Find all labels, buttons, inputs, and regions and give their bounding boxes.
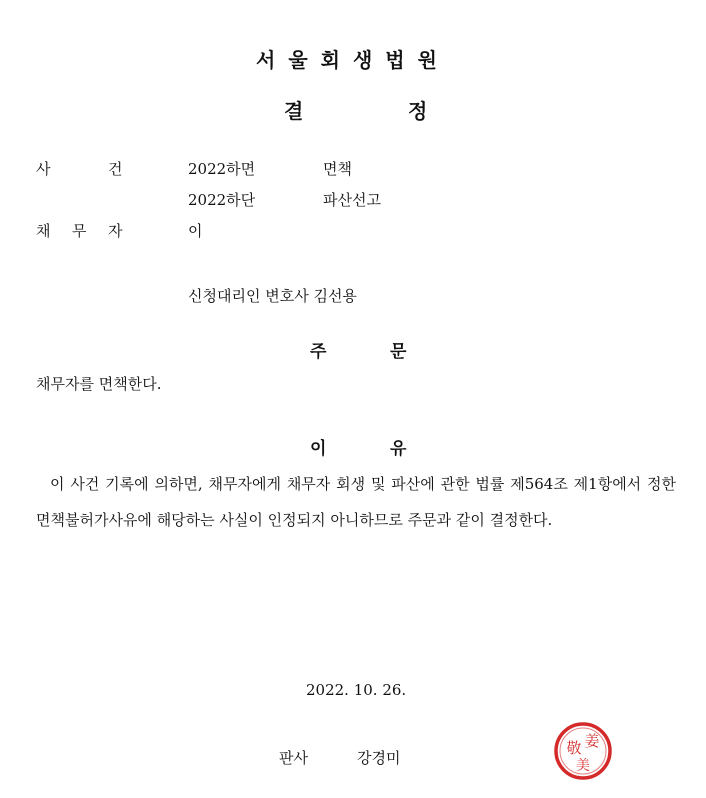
order-heading-right: 문: [390, 342, 407, 362]
document-type-right: 정: [408, 99, 428, 123]
reason-text: 이 사건 기록에 의하면, 채무자에게 채무자 회생 및 파산에 관한 법률 제564조 제1항에서 정한 면책불허가사유에 해당하는 사실이 인정되지 아니하므로 주문과 같이 결정한다.: [36, 475, 676, 529]
debtor-label-char: 자: [108, 222, 123, 240]
reason-heading-right: 유: [390, 439, 407, 459]
case-number: 2022하단: [188, 191, 256, 209]
svg-text:敬: 敬: [566, 739, 582, 757]
document-type-left: 결: [284, 99, 304, 123]
reason-heading-left: 이: [310, 439, 327, 459]
case-number: 2022하면: [188, 160, 256, 178]
applicant-agent: 신청대리인 변호사 김선용: [188, 287, 357, 305]
debtor-label-char: 채: [36, 222, 51, 240]
order-text: 채무자를 면책한다.: [36, 375, 162, 393]
case-type: 파산선고: [323, 191, 381, 209]
decision-date: 2022. 10. 26.: [306, 681, 407, 699]
debtor-label-char: 무: [72, 222, 87, 240]
svg-text:美: 美: [576, 758, 590, 774]
case-label-char: 건: [108, 160, 123, 178]
case-label-char: 사: [36, 160, 51, 178]
court-name: 서울회생법원: [256, 48, 450, 72]
judge-name: 강경미: [357, 749, 401, 767]
order-heading-left: 주: [310, 342, 327, 362]
judge-title: 판사: [279, 749, 308, 767]
svg-text:姜: 姜: [584, 732, 600, 750]
case-type: 면책: [323, 160, 352, 178]
seal-stamp-icon: [554, 722, 612, 780]
debtor-name: 이: [188, 222, 203, 240]
